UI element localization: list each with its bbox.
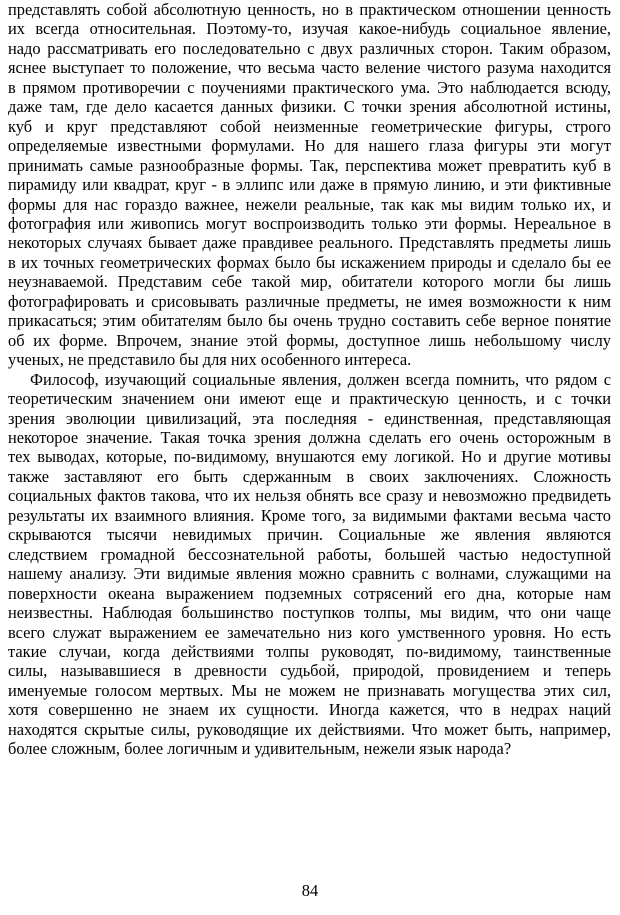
text-line: такие случаи, когда действиями толпы руководят, по-видимому, таинственные: [8, 641, 611, 661]
text-line: фотография или живопись могут воспроизводить только эти формы. Нереальное в: [8, 213, 611, 233]
text-line: всего служат выражением ее замечательно низ кого умственного уровня. Но есть: [8, 622, 611, 642]
text-line: представлять собой абсолютную ценность, но в практическом отношении ценность: [8, 0, 611, 19]
text-line: следствием громадной бессознательной работы, большей частью недоступной: [8, 544, 611, 564]
text-line: об их форме. Впрочем, знание этой формы, доступное лишь небольшому числу: [8, 330, 611, 350]
text-line: яснее выступает то положение, что весьма часто веление чистого разума находится: [8, 58, 611, 78]
text-line: скрываются тысячи невидимых причин. Социальные же явления являются: [8, 525, 611, 545]
text-line: силы, называвшиеся в древности судьбой, природой, провидением и теперь: [8, 661, 611, 681]
text-line: даже там, где дело касается данных физики. С точки зрения абсолютной истины,: [8, 97, 611, 117]
text-line: их всегда относительная. Поэтому-то, изучая какое-нибудь социальное явление,: [8, 19, 611, 39]
text-line: зрения эволюции цивилизаций, эта последняя - единственная, представляющая: [8, 408, 611, 428]
body-text: [8, 0, 611, 759]
text-line: формы для нас гораздо важнее, нежели реальные, так как мы видим только их, и: [8, 194, 611, 214]
text-line: прикасаться; этим обитателям было бы очень трудно составить себе верное понятие: [8, 311, 611, 331]
text-line: куб и круг представляют собой неизменные геометрические фигуры, строго: [8, 116, 611, 136]
text-line: неизвестны. Наблюдая большинство поступков толпы, мы видим, что они чаще: [8, 603, 611, 623]
paragraph-first-line: Философ, изучающий социальные явления, должен всегда помнить, что рядом с: [30, 369, 611, 389]
text-line: некоторых случаях бывает даже правдивее реального. Представлять предметы лишь: [8, 233, 611, 253]
text-line: социальных фактов такова, что их нельзя обнять все сразу и невозможно предвидеть: [8, 486, 611, 506]
text-line: хотя совершенно не знаем их сущности. Иногда кажется, что в недрах наций: [8, 700, 611, 720]
text-line: ученых, не представило бы для них особенного интереса.: [8, 350, 412, 370]
text-line: некоторое значение. Такая точка зрения должна сделать его очень осторожным в: [8, 427, 611, 447]
text-line: тех выводах, которые, по-видимому, внушаются ему логикой. Но и другие мотивы: [8, 447, 611, 467]
text-line: теоретическим значением они имеют еще и практическую ценность, и с точки: [8, 389, 611, 409]
text-line: определяемые известными формулами. Но для нашего глаза фигуры эти могут: [8, 136, 611, 156]
text-line: именуемые голосом мертвых. Мы не можем не признавать могущества этих сил,: [8, 680, 611, 700]
text-line: надо рассматривать его последовательно с двух различных сторон. Таким образом,: [8, 38, 611, 58]
text-line: более сложным, более логичным и удивительным, нежели язык народа?: [8, 739, 512, 759]
text-line: принимать самые разнообразные формы. Так, перспектива может превратить куб в: [8, 155, 611, 175]
page-number: 84: [301, 881, 319, 900]
text-line: фотографировать и срисовывать различные предметы, не имея возможности к ним: [8, 291, 611, 311]
text-line: результаты их взаимного влияния. Кроме того, за видимыми фактами весьма часто: [8, 505, 611, 525]
text-line: пирамиду или квадрат, круг - в эллипс или даже в прямую линию, и эти фиктивные: [8, 175, 611, 195]
text-line: находятся скрытые силы, руководящие их действиями. Что может быть, например,: [8, 719, 611, 739]
text-line: поверхности океана выражением подземных сотрясений его дна, которые нам: [8, 583, 611, 603]
text-line: в прямом противоречии с поучениями практического ума. Это наблюдается всюду,: [8, 77, 611, 97]
text-line: неузнаваемой. Представим себе такой мир, обитатели которого могли бы лишь: [8, 272, 611, 292]
text-line: нашему анализу. Эти видимые явления можно сравнить с волнами, служащими на: [8, 564, 611, 584]
text-line: в их точных геометрических формах было бы искажением природы и сделало бы ее: [8, 252, 611, 272]
text-line: также заставляют его быть сдержанным в своих заключениях. Сложность: [8, 466, 611, 486]
